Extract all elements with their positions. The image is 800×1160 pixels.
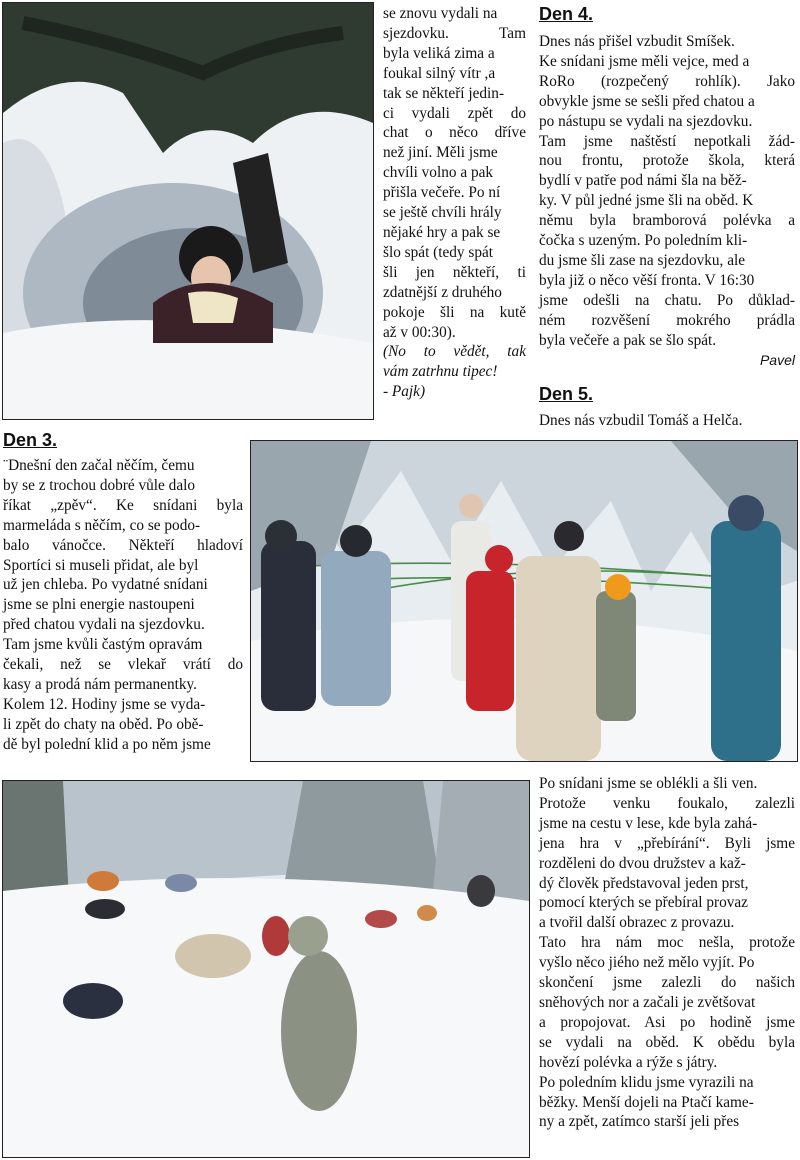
day3-line: už jen chleba. Po vydatné snídani [3, 576, 208, 594]
day4-line: po nástupu se vydali na sjezdovku. [539, 112, 753, 130]
day5-line: hovězí polévka a rýže s játry. [539, 1053, 718, 1071]
photo-rope-game [250, 440, 798, 762]
day3-line: jsme se plni energie nastoupeni [3, 596, 195, 614]
day4-line: byla večeře a pak se šlo spát. [539, 331, 717, 349]
photo-snow-dens [2, 780, 530, 1158]
day5-line: sněhových nor a začali je zvětšovat [539, 993, 756, 1011]
day3-line: říkat „zpěv“. Ke snídani byla [3, 496, 243, 514]
day5-line: ny a zpět, zatímco starší jeli přes [539, 1113, 740, 1131]
day3-line: by se z trochou dobré vůle dalo [3, 476, 196, 494]
mid-line: šlo spát (tedy spát [383, 243, 494, 261]
mid-line: přišla večeře. Po ní [383, 184, 501, 202]
editor-note-line: vám zatrhnu tipec! [383, 363, 498, 381]
day5-intro: Dnes nás vzbudil Tomáš a Helča. [539, 412, 743, 429]
day4-line: du jsme šli zase na sjezdovku, ale [539, 251, 746, 269]
day4-heading: Den 4. [539, 4, 594, 24]
mid-line: ci vydali zpět do [383, 104, 526, 122]
day5-line: jsme na cestu v lese, kde byla zahá- [539, 814, 758, 832]
mid-line: pokoje šli na kutě [383, 303, 526, 321]
day3-line: ¨Dnešní den začal něčím, čemu [3, 457, 195, 474]
day5-line: Tato hra nám moc nešla, protože [539, 934, 795, 952]
day4-line: nou frontu, protože škola, která [539, 152, 795, 170]
day5-line: skončení jsme zalezli do našich [539, 974, 795, 992]
day3-line: dě byl polední klid a po něm jsme [3, 735, 211, 753]
mid-line: se ještě chvíli hrály [383, 204, 502, 222]
day3-line: Tam jsme kvůli častým opravám [3, 636, 203, 654]
day4-line: čočka s uzeným. Po poledním kli- [539, 232, 748, 250]
day3-line: Sportíci si museli přidat, ale byl [3, 556, 199, 574]
day4-line: byla již o něco věší fronta. V 16:30 [539, 271, 755, 289]
day5-line: dý člověk představoval jeden prst, [539, 874, 749, 892]
day5-line: Protože venku foukalo, zalezli [539, 794, 795, 812]
mid-line: sjezdovku. Tam [383, 24, 526, 42]
middle-column [383, 4, 526, 402]
day4-line: RoRo (rozpečený rohlík). Jako [539, 72, 795, 90]
mid-line: se znovu vydali na [383, 5, 498, 22]
mid-line: tak se někteří jedin- [383, 84, 505, 102]
day5-line: Po poledním klidu jsme vyrazili na [539, 1073, 754, 1091]
day5-line: rozděleni do dvou družstev a kaž- [539, 854, 746, 872]
day3-line: balo vánočce. Někteří hladoví [3, 536, 243, 554]
day5-line: jena hra v „přebírání“. Byli jsme [539, 834, 795, 852]
mid-line: foukal silný vítr ,a [383, 64, 496, 82]
editor-note-line: (No to vědět, tak [383, 343, 526, 361]
day3-text [3, 456, 243, 755]
day5-line: a tvořil další obrazec z provazu. [539, 914, 735, 932]
day4-line: jsme odešli na chatu. Po důklad- [539, 291, 795, 309]
photo-snow-cave [2, 2, 374, 420]
day3-heading: Den 3. [3, 430, 58, 450]
day5-line: a propojovat. Asi po hodině jsme [539, 1013, 795, 1031]
day3-line: Kolem 12. Hodiny jsme se vyda- [3, 695, 206, 713]
day4-line: ky. V půl jedné jsme šli na oběd. K [539, 192, 754, 210]
mid-line: nějaké hry a pak se [383, 223, 501, 241]
mid-line: chat o něco dříve [383, 124, 526, 142]
mid-line: zdatnější z druhého [383, 283, 502, 301]
mid-line: šli jen někteří, ti [383, 263, 526, 281]
day4-line: obvykle jsme se sešli před chatou a [539, 92, 755, 110]
day4-signature: Pavel [759, 351, 795, 368]
day5-line: vyšlo něco jiého než mělo vyjít. Po [539, 954, 755, 972]
day4-line: němu byla bramborová polévka a [539, 212, 795, 230]
day4-line: Tam jsme naštěstí nepotkali žád- [539, 132, 795, 150]
mid-line: byla veliká zima a [383, 44, 495, 62]
day3-line: marmeláda s něčím, co se podo- [3, 516, 201, 534]
day4-line: bydlí v patře pod námi šla na běž- [539, 172, 747, 190]
day5-heading: Den 5. [539, 384, 594, 404]
day3-line: před chatou vydali na sjezdovku. [3, 616, 205, 634]
editor-note-line: - Pajk) [383, 383, 426, 401]
day5-line: Po snídani jsme se oblékli a šli ven. [539, 775, 758, 792]
day5-line: pomocí kterých se přebíral provaz [539, 894, 748, 912]
day5-line: se vydali na oběd. K obědu byla [539, 1033, 795, 1051]
day4-line: Ke snídani jsme měli vejce, med a [539, 52, 750, 70]
day4-text [539, 32, 795, 370]
day4-line: Dnes nás přišel vzbudit Smíšek. [539, 33, 735, 50]
mid-line: chvíli volno a pak [383, 164, 494, 182]
mid-line: než jiní. Měli jsme [383, 144, 498, 162]
day3-line: čekali, než se vlekař vrátí do [3, 656, 243, 674]
mid-line: až v 00:30). [383, 323, 456, 341]
day4-line: ném rozvěšení mokrého prádla [539, 311, 795, 329]
day3-line: li zpět do chaty na oběd. Po obě- [3, 715, 204, 733]
day5-line: běžky. Menší dojeli na Ptačí kame- [539, 1093, 754, 1111]
day5-text [539, 774, 795, 1132]
day3-line: kasy a prodá nám permanentky. [3, 675, 197, 693]
